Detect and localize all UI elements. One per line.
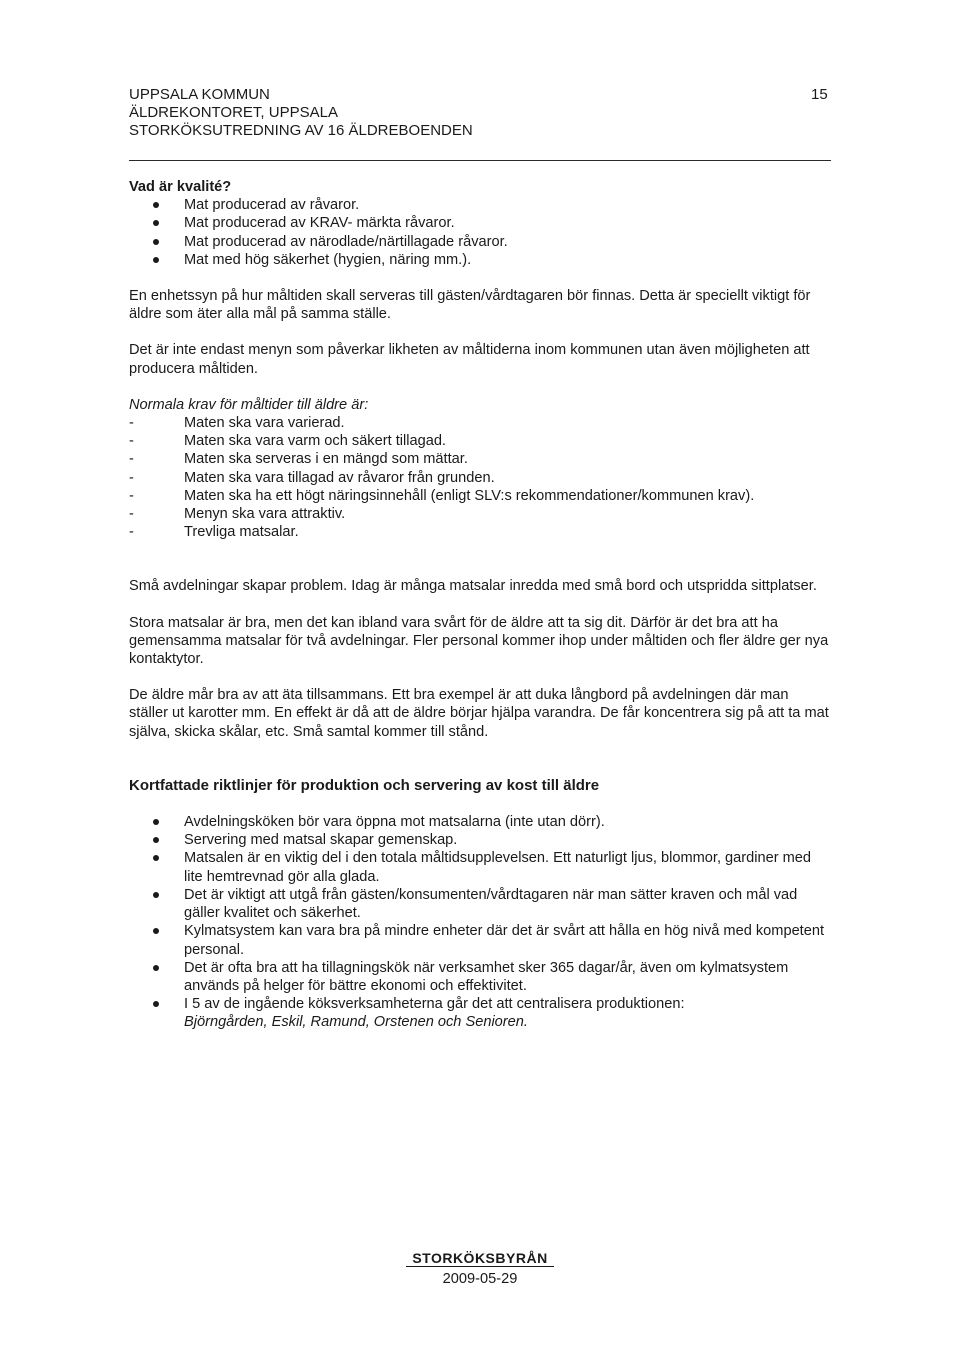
- list-item-text: Matsalen är en viktig del i den totala måltidsupplevelsen. Ett naturligt ljus, blommor, gardiner med lite hemtrevnad gör alla glada.: [184, 850, 812, 885]
- document-footer: [400, 1250, 560, 1287]
- list-item-text: Maten ska vara varierad.: [184, 415, 345, 432]
- header-line-office: ÄLDREKONTORET, UPPSALA: [129, 104, 338, 121]
- list-item-text: Mat producerad av KRAV- märkta råvaror.: [184, 215, 455, 232]
- list-item: [129, 469, 831, 487]
- list-item-text: Maten ska ha ett högt näringsinnehåll (enligt SLV:s rekommendationer/kommunen krav).: [184, 487, 755, 504]
- bullet-icon: [153, 837, 159, 843]
- list-item-text: Maten ska serveras i en mängd som mättar.: [184, 451, 468, 468]
- list-item-text: Kylmatsystem kan vara bra på mindre enheter där det är svårt att hålla en hög nivå med kompetent personal.: [184, 923, 825, 958]
- list-item: [129, 995, 831, 1031]
- list-item: [129, 196, 831, 214]
- list-item-text: Mat med hög säkerhet (hygien, näring mm.).: [184, 251, 472, 268]
- quality-list: [129, 196, 831, 269]
- paragraph-unified-view: En enhetssyn på hur måltiden skall serveras till gästen/vårdtagaren bör finnas. Detta är speciellt viktigt för äldre som äter alla mål på samma ställe.: [129, 288, 811, 323]
- bullet-icon: [153, 202, 159, 208]
- footer-date: 2009-05-29: [442, 1271, 518, 1287]
- list-item-text: Det är ofta bra att ha tillagningskök när verksamhet sker 365 dagar/år, även om kylmatsystem används på helger för bättre ekonomi och effektivitet.: [184, 959, 789, 994]
- dash-marker: -: [129, 524, 134, 541]
- requirements-list: [129, 414, 831, 541]
- header-line-report-title: STORKÖKSUTREDNING AV 16 ÄLDREBOENDEN: [129, 122, 473, 139]
- list-item: [129, 959, 831, 995]
- bullet-icon: [153, 1001, 159, 1007]
- paragraph-menu-production: Det är inte endast menyn som påverkar likheten av måltiderna inom kommunen utan även möjligheten att producera måltiden.: [129, 342, 810, 377]
- list-item-text: Servering med matsal skapar gemenskap.: [184, 832, 458, 849]
- dash-marker: -: [129, 451, 134, 468]
- paragraph-small-units: Små avdelningar skapar problem. Idag är många matsalar inredda med små bord och utspridda sittplatser.: [129, 578, 817, 595]
- paragraph-large-dining-rooms: Stora matsalar är bra, men det kan ibland vara svårt för de äldre att ta sig dit. Därför är det bra att ha gemensamma matsalar för två avdelningar. Fler personal kommer ihop under måltiden och fler äldre ger nya kontaktytor.: [129, 614, 829, 668]
- bullet-icon: [153, 892, 159, 898]
- list-item-text: Trevliga matsalar.: [184, 524, 299, 541]
- guidelines-list: [129, 813, 831, 1031]
- list-item: [129, 505, 831, 523]
- guidelines-heading: Kortfattade riktlinjer för produktion och servering av kost till äldre: [129, 776, 600, 794]
- list-item: [129, 487, 831, 505]
- dash-marker: -: [129, 487, 134, 504]
- list-item-text: Maten ska vara tillagad av råvaror från grunden.: [184, 469, 495, 486]
- quality-heading: Vad är kvalité?: [129, 179, 232, 195]
- bullet-icon: [153, 819, 159, 825]
- list-item-text: I 5 av de ingående köksverksamheterna går det att centralisera produktionen:: [184, 996, 685, 1013]
- bullet-icon: [153, 220, 159, 226]
- document-header: [129, 86, 831, 140]
- list-item-italic-text: Björngården, Eskil, Ramund, Orstenen och Senioren.: [184, 1014, 528, 1031]
- bullet-icon: [153, 965, 159, 971]
- requirements-heading: Normala krav för måltider till äldre är:: [129, 396, 369, 413]
- dash-marker: -: [129, 506, 134, 523]
- list-item: [129, 251, 831, 269]
- list-item: [129, 214, 831, 232]
- list-item-text: Maten ska vara varm och säkert tillagad.: [184, 433, 446, 450]
- list-item: [129, 233, 831, 251]
- list-item: [129, 922, 831, 958]
- list-item: [129, 432, 831, 450]
- list-item: [129, 813, 831, 831]
- header-line-organization: UPPSALA KOMMUN: [129, 86, 270, 103]
- list-item-text: Avdelningsköken bör vara öppna mot matsalarna (inte utan dörr).: [184, 814, 605, 831]
- list-item-text: Menyn ska vara attraktiv.: [184, 506, 346, 523]
- dash-marker: -: [129, 415, 134, 432]
- bullet-icon: [153, 239, 159, 245]
- list-item: [129, 831, 831, 849]
- company-stamp: STORKÖKSBYRÅN: [406, 1250, 553, 1266]
- dash-marker: -: [129, 469, 134, 486]
- bullet-icon: [153, 257, 159, 263]
- page-number: 15: [811, 86, 828, 103]
- dash-marker: -: [129, 433, 134, 450]
- list-item: [129, 523, 831, 541]
- bullet-icon: [153, 855, 159, 861]
- list-item: [129, 886, 831, 922]
- bullet-icon: [153, 928, 159, 934]
- list-item-text: Mat producerad av närodlade/närtillagade råvaror.: [184, 233, 508, 250]
- list-item-text: Det är viktigt att utgå från gästen/konsumenten/vårdtagaren när man sätter kraven och mål vad gäller kvalitet och säkerhet.: [184, 886, 798, 922]
- list-item: [129, 849, 831, 885]
- list-item-text: Mat producerad av råvaror.: [184, 197, 360, 214]
- document-body: [129, 178, 831, 1032]
- list-item: [129, 450, 831, 468]
- list-item: [129, 414, 831, 432]
- header-divider: [129, 160, 831, 161]
- paragraph-eating-together: De äldre mår bra av att äta tillsammans. Ett bra exempel är att duka långbord på avdelningen där man ställer ut karotter mm. En effekt är då att de äldre börjar hjälpa varandra. De får koncentrera sig på att ta mat själva, skicka skålar, etc. Små samtal kommer till stånd.: [129, 687, 829, 740]
